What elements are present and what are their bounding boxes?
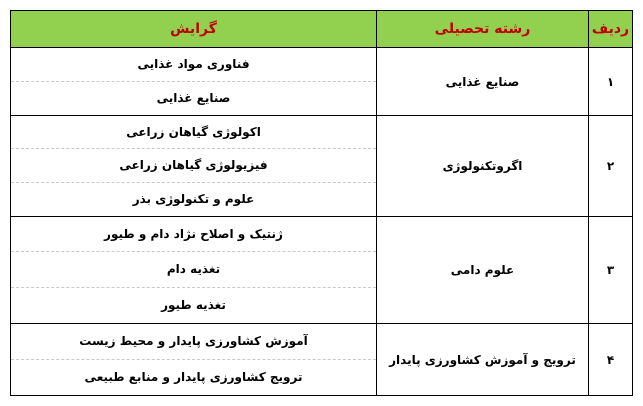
- specialization-item: علوم و تکنولوژی بذر: [132, 192, 255, 207]
- specialization-item: فیزیولوژی گیاهان زراعی: [11, 149, 376, 182]
- specialization-item: اکولوژی گیاهان زراعی: [11, 116, 376, 149]
- row-field: علوم دامی: [377, 217, 589, 324]
- specialization-item: تغذیه طیور: [161, 298, 226, 313]
- specialization-item: ترویج کشاورزی پایدار و منابع طبیعی: [84, 370, 303, 385]
- table-row: [11, 217, 633, 324]
- row-index: ۱: [589, 48, 633, 116]
- table-body: [11, 48, 633, 396]
- row-field: اگروتکنولوژی: [377, 116, 589, 217]
- specialization-item: فناوری مواد غذایی: [11, 48, 376, 82]
- table-row: [11, 324, 633, 396]
- row-index: ۳: [589, 217, 633, 324]
- row-field: صنایع غذایی: [377, 48, 589, 116]
- header-field: رشته تحصیلی: [377, 11, 589, 48]
- specialization-item: ژنتیک و اصلاح نژاد دام و طیور: [11, 217, 376, 252]
- row-specializations: [11, 324, 377, 396]
- row-index: ۲: [589, 116, 633, 217]
- table-row: [11, 116, 633, 217]
- row-specializations: [11, 116, 377, 217]
- specialization-item: تغذیه دام: [11, 252, 376, 287]
- specialization-item: آموزش کشاورزی پایدار و محیط زیست: [11, 324, 376, 360]
- majors-table-container: [10, 10, 632, 394]
- majors-table: [10, 10, 633, 396]
- table-row: [11, 48, 633, 116]
- specialization-item: صنایع غذایی: [156, 91, 231, 106]
- row-specializations: [11, 48, 377, 116]
- header-specialization: گرایش: [11, 11, 377, 48]
- header-index: ردیف: [589, 11, 633, 48]
- row-index: ۴: [589, 324, 633, 396]
- row-specializations: [11, 217, 377, 324]
- row-field: ترویج و آموزش کشاورزی پایدار: [377, 324, 589, 396]
- table-header-row: [11, 11, 633, 48]
